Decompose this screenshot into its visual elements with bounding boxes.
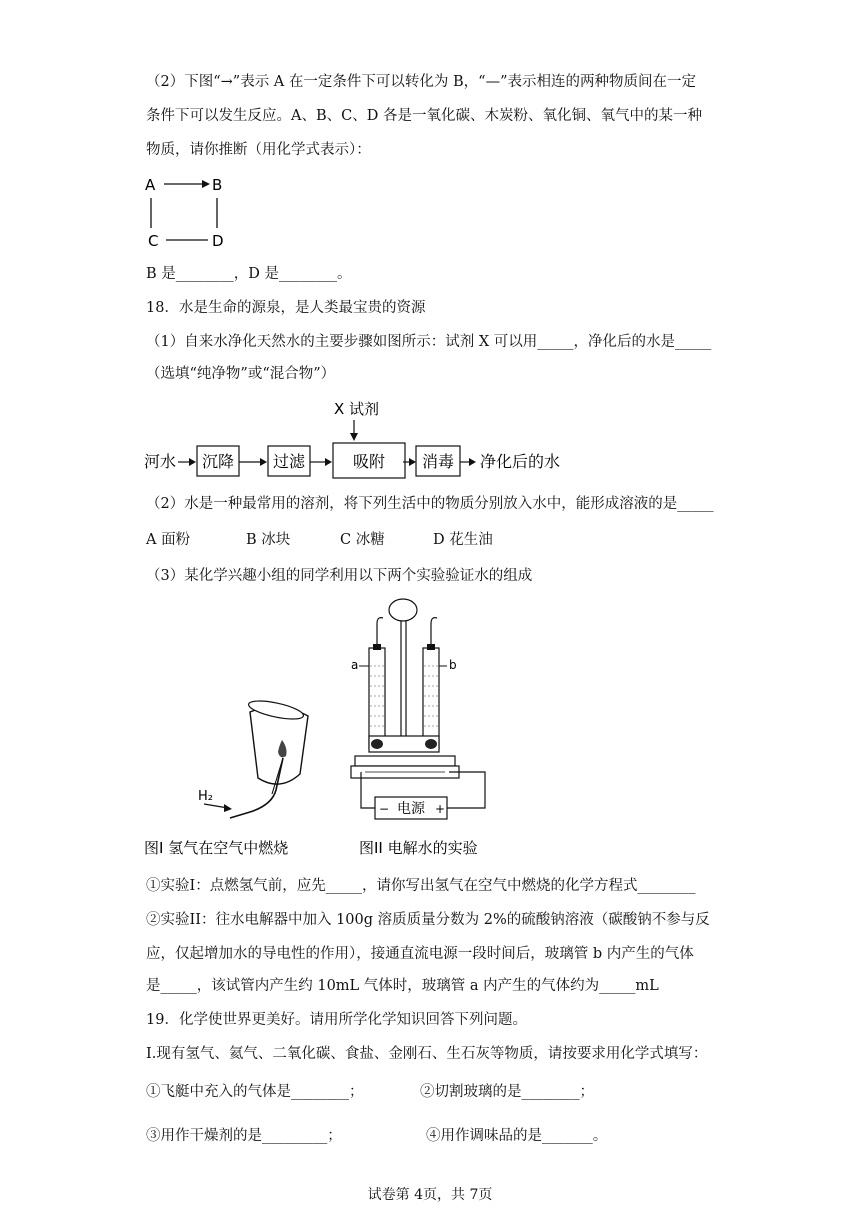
q19-item2: ②切割玻璃的是________；	[420, 1084, 594, 1100]
q18-title: 18．水是生命的源泉，是人类最宝贵的资源	[146, 300, 426, 316]
down-arrow-icon	[350, 433, 358, 441]
q18-p2: （2）水是一种最常用的溶剂，将下列生活中的物质分别放入水中，能形成溶液的是_____	[146, 496, 714, 512]
electrode-b	[425, 739, 437, 749]
node-a: A	[145, 176, 156, 194]
glass-tube-a	[369, 618, 385, 748]
q19-item1: ①飞艇中充入的气体是________；	[146, 1084, 364, 1100]
power-minus: −	[379, 802, 390, 816]
inverted-beaker-icon	[247, 700, 308, 784]
node-d: D	[212, 232, 224, 250]
option-a: A 面粉	[146, 532, 191, 548]
apparatus-base	[351, 756, 459, 778]
option-c: C 冰糖	[340, 532, 385, 548]
figure-1-hydrogen-burning	[140, 700, 350, 865]
funnel-icon	[389, 599, 417, 736]
label-b: b	[449, 658, 457, 672]
q19-title: 19．化学使世界更美好。请用所学化学知识回答下列问题。	[146, 1012, 527, 1028]
flow-start-river-water: 河水	[144, 452, 177, 471]
arrow-head-icon	[202, 180, 210, 188]
step-settling: 沉降	[202, 452, 235, 471]
electrode-a	[371, 739, 383, 749]
q19-part1: I.现有氢气、氦气、二氧化碳、食盐、金刚石、生石灰等物质，请按要求用化学式填写：	[146, 1046, 708, 1062]
power-plus: +	[435, 802, 446, 816]
figure-1-caption: 图I 氢气在空气中燃烧	[144, 839, 289, 857]
q19-item3: ③用作干燥剂的是_________；	[146, 1128, 342, 1144]
q18-exp1: ①实验I：点燃氢气前，应先_____，请你写出氢气在空气中燃烧的化学方程式________	[146, 878, 696, 894]
q19-item4: ④用作调味品的是_______。	[426, 1128, 608, 1144]
step-adsorption: 吸附	[353, 452, 386, 471]
page-footer: 试卷第 4页，共 7页	[367, 1187, 493, 1203]
q17-text-line1: （2）下图“→”表示 A 在一定条件下可以转化为 B，“—”表示相连的两种物质间在一定	[146, 74, 696, 90]
water-purification-flowchart	[140, 394, 580, 482]
option-b: B 冰块	[246, 532, 291, 548]
figure-2-electrolysis	[345, 596, 505, 866]
reagent-x-label: X 试剂	[334, 400, 380, 418]
glass-tube-b	[423, 618, 439, 748]
node-b: B	[212, 176, 223, 194]
abcd-relation-diagram	[140, 170, 240, 252]
power-supply-label: 电源	[397, 801, 425, 817]
step-disinfection: 消毒	[422, 452, 455, 471]
q17-text-line3: 物质，请你推断（用化学式表示）：	[146, 142, 371, 158]
node-c: C	[148, 232, 159, 250]
q18-p3: （3）某化学兴趣小组的同学利用以下两个实验验证水的组成	[146, 568, 533, 584]
q17-answer-line: B 是________，D 是________。	[146, 266, 352, 282]
step-filtering: 过滤	[273, 452, 306, 471]
option-d: D 花生油	[433, 532, 493, 548]
q17-text-line2: 条件下可以发生反应。A、B、C、D 各是一氧化碳、木炭粉、氧化铜、氧气中的某一种	[146, 108, 702, 124]
q18-p1-line1: （1）自来水净化天然水的主要步骤如图所示：试剂 X 可以用_____，净化后的水是_____	[146, 334, 712, 350]
label-a: a	[351, 658, 359, 672]
h2-label: H₂	[198, 789, 213, 804]
flow-end-purified-water: 净化后的水	[480, 452, 561, 471]
q18-exp2-line2: 应，仅起增加水的导电性的作用），接通直流电源一段时间后，玻璃管 b 内产生的气体	[146, 946, 694, 962]
q18-exp2-line1: ②实验II：往水电解器中加入 100g 溶质质量分数为 2%的硫酸钠溶液（碳酸钠不参与反	[146, 912, 710, 928]
q18-exp2-line3: 是_____，该试管内产生约 10mL 气体时，玻璃管 a 内产生的气体约为_____mL	[146, 978, 659, 994]
figure-2-caption: 图II 电解水的实验	[359, 839, 478, 857]
q18-p1-line2: （选填“纯净物”或“混合物”）	[146, 366, 336, 382]
